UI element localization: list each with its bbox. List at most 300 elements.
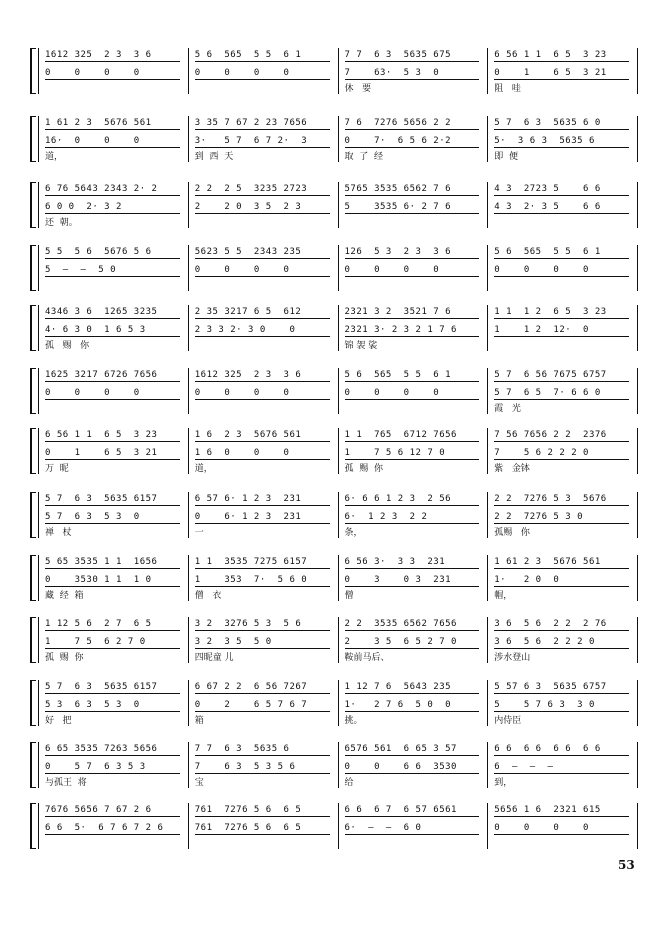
- lower-part-notation: 2 3 3 2· 3 0 0: [194, 325, 296, 335]
- measure: [189, 182, 339, 228]
- measure: [38, 803, 189, 849]
- lower-part-notation: 0 3 0 3 231: [344, 575, 452, 585]
- lower-part-notation: 1 7 5 6 2 7 0: [45, 637, 146, 647]
- system-bracket: [30, 182, 36, 228]
- lower-part-notation: 0 0 0 0: [45, 388, 140, 398]
- measure: [488, 48, 638, 94]
- measure: [38, 617, 189, 663]
- lyric-text: 给: [344, 778, 354, 788]
- upper-part-notation: 7 6 7276 5656 2 2: [344, 118, 452, 128]
- lower-part-notation: 7 5 6 2 2 2 0: [494, 448, 589, 458]
- lower-beam: [195, 773, 330, 774]
- lower-beam: [494, 336, 629, 337]
- upper-beam: [494, 258, 629, 259]
- system-bracket: [30, 245, 36, 291]
- upper-beam: [345, 505, 480, 506]
- score-system: [30, 617, 638, 663]
- upper-beam: [45, 568, 180, 569]
- lower-beam: [195, 276, 330, 277]
- measure: [189, 116, 339, 162]
- lower-part-notation: 0 0 0 0: [194, 265, 290, 275]
- upper-beam: [494, 568, 629, 569]
- lower-beam: [195, 79, 330, 80]
- score-system: [30, 428, 638, 474]
- measure: [189, 803, 339, 849]
- upper-beam: [345, 195, 480, 196]
- system-bracket: [30, 555, 36, 601]
- measure: [38, 555, 189, 601]
- lower-beam: [494, 523, 629, 524]
- score-system: [30, 492, 638, 538]
- upper-part-notation: 5 6 565 5 5 6 1: [194, 50, 302, 60]
- measure: [38, 48, 189, 94]
- lower-beam: [195, 834, 330, 835]
- measure: [488, 368, 638, 414]
- measure-row: [38, 803, 638, 849]
- measure: [488, 116, 638, 162]
- lower-part-notation: 0 7· 6 5 6 2·2: [344, 136, 452, 146]
- system-bracket: [30, 116, 36, 162]
- measure: [339, 742, 489, 788]
- lower-beam: [345, 523, 480, 524]
- upper-beam: [494, 61, 629, 62]
- lower-part-notation: 5 7 6 5 7· 6 6 0: [494, 388, 601, 398]
- measure: [38, 116, 189, 162]
- lower-part-notation: 5 3 6 3 5 3 0: [45, 700, 140, 710]
- system-bracket: [30, 680, 36, 726]
- measure: [38, 245, 189, 291]
- measure-row: [38, 742, 638, 788]
- upper-part-notation: 7676 5656 7 67 2 6: [45, 805, 152, 815]
- lower-beam: [45, 586, 180, 587]
- upper-part-notation: 5 7 6 3 5635 6 0: [494, 118, 601, 128]
- lyric-text: 条，: [344, 528, 363, 538]
- measure: [189, 48, 339, 94]
- lyric-text: 道，: [45, 152, 64, 162]
- lower-part-notation: 1 6 0 0 0: [194, 448, 290, 458]
- lower-beam: [45, 773, 180, 774]
- upper-beam: [345, 61, 480, 62]
- lyric-text: 锦 袈 裟: [344, 341, 378, 351]
- measure: [38, 368, 189, 414]
- upper-part-notation: 2 2 7276 5 3 5676: [494, 494, 607, 504]
- upper-part-notation: 5 6 565 5 5 6 1: [344, 370, 452, 380]
- lyric-text: 休 要: [344, 84, 372, 94]
- lower-beam: [45, 459, 180, 460]
- lower-beam: [494, 834, 629, 835]
- upper-beam: [45, 441, 180, 442]
- measure-row: [38, 116, 638, 162]
- upper-beam: [195, 381, 330, 382]
- lower-part-notation: 0 1 6 5 3 21: [494, 68, 607, 78]
- measure: [488, 182, 638, 228]
- measure: [339, 803, 489, 849]
- measure: [339, 368, 489, 414]
- lyric-text: 孤 赐 你: [45, 653, 84, 663]
- lower-part-notation: 6· 1 2 3 2 2: [344, 512, 428, 522]
- lyric-text: 紫 金钵: [494, 464, 530, 474]
- lower-part-notation: 5 3535 6· 2 7 6: [344, 202, 452, 212]
- lyric-text: 孤赐 你: [494, 528, 530, 538]
- measure: [189, 305, 339, 351]
- lower-part-notation: 1 7 5 6 12 7 0: [344, 448, 446, 458]
- lower-beam: [494, 711, 629, 712]
- lower-part-notation: 0 0 0 0: [194, 388, 290, 398]
- lyric-text: 鞍前马后、: [344, 653, 390, 663]
- lower-beam: [345, 586, 480, 587]
- measure: [189, 680, 339, 726]
- lower-part-notation: 2321 3· 2 3 2 1 7 6: [344, 325, 457, 335]
- lower-beam: [195, 711, 330, 712]
- upper-part-notation: 3 35 7 67 2 23 7656: [194, 118, 308, 128]
- lyric-text: 到，: [494, 778, 513, 788]
- upper-beam: [195, 61, 330, 62]
- system-bracket: [30, 617, 36, 663]
- lower-beam: [195, 147, 330, 148]
- upper-part-notation: 5 65 3535 1 1 1656: [45, 557, 158, 567]
- lower-part-notation: 6 0 0 2· 3 2: [45, 202, 122, 212]
- lower-beam: [45, 399, 180, 400]
- lower-beam: [345, 79, 480, 80]
- upper-beam: [345, 630, 480, 631]
- lower-part-notation: 2 3 5 6 5 2 7 0: [344, 637, 457, 647]
- lower-part-notation: 3 2 3 5 5 0: [194, 637, 272, 647]
- lyric-text: 孤 赐 你: [45, 341, 90, 351]
- lower-beam: [45, 648, 180, 649]
- lyric-text: 取 了 经: [344, 152, 383, 162]
- measure: [488, 680, 638, 726]
- upper-beam: [494, 693, 629, 694]
- score-system: [30, 680, 638, 726]
- upper-part-notation: 6 57 6· 1 2 3 231: [194, 494, 302, 504]
- measure: [38, 680, 189, 726]
- upper-beam: [345, 755, 480, 756]
- upper-beam: [494, 816, 629, 817]
- upper-beam: [494, 381, 629, 382]
- upper-beam: [45, 630, 180, 631]
- upper-beam: [494, 755, 629, 756]
- upper-beam: [195, 318, 330, 319]
- upper-beam: [195, 129, 330, 130]
- upper-beam: [45, 381, 180, 382]
- upper-part-notation: 2 2 2 5 3235 2723: [194, 184, 308, 194]
- upper-part-notation: 5 7 6 3 5635 6157: [45, 494, 158, 504]
- system-bracket: [30, 368, 36, 414]
- lower-beam: [45, 147, 180, 148]
- system-bracket: [30, 492, 36, 538]
- measure: [339, 428, 489, 474]
- upper-beam: [494, 441, 629, 442]
- lower-part-notation: 16· 0 0 0: [45, 136, 140, 146]
- upper-part-notation: 6 65 3535 7263 5656: [45, 744, 158, 754]
- upper-beam: [195, 630, 330, 631]
- lower-part-notation: 6· — — 6 0: [344, 823, 422, 833]
- lower-part-notation: 1· 2 7 6 5 0 0: [344, 700, 452, 710]
- upper-beam: [345, 816, 480, 817]
- upper-beam: [45, 816, 180, 817]
- upper-part-notation: 1 61 2 3 5676 561: [494, 557, 601, 567]
- lower-part-notation: 4 3 2· 3 5 6 6: [494, 202, 601, 212]
- upper-part-notation: 5765 3535 6562 7 6: [344, 184, 452, 194]
- upper-part-notation: 1 6 2 3 5676 561: [194, 430, 302, 440]
- upper-beam: [195, 258, 330, 259]
- lower-part-notation: 0 6· 1 2 3 231: [194, 512, 302, 522]
- lyric-text: 僧: [344, 591, 354, 601]
- upper-part-notation: 5656 1 6 2321 615: [494, 805, 601, 815]
- lyric-text: 僧 衣: [194, 591, 222, 601]
- score-system: [30, 305, 638, 351]
- upper-part-notation: 7 7 6 3 5635 675: [344, 50, 452, 60]
- lower-part-notation: 6 — — —: [494, 762, 554, 772]
- measure: [488, 803, 638, 849]
- score-system: [30, 555, 638, 601]
- lyric-text: 阻 哇: [494, 84, 521, 94]
- lower-beam: [494, 276, 629, 277]
- lower-part-notation: 0 2 6 5 7 6 7: [194, 700, 308, 710]
- upper-part-notation: 4346 3 6 1265 3235: [45, 307, 158, 317]
- measure: [339, 492, 489, 538]
- upper-part-notation: 2 35 3217 6 5 612: [194, 307, 302, 317]
- upper-part-notation: 1 1 765 6712 7656: [344, 430, 457, 440]
- lower-beam: [345, 276, 480, 277]
- lower-beam: [45, 276, 180, 277]
- upper-part-notation: 1 1 1 2 6 5 3 23: [494, 307, 607, 317]
- upper-part-notation: 5 7 6 56 7675 6757: [494, 370, 607, 380]
- measure-row: [38, 680, 638, 726]
- upper-part-notation: 2 2 3535 6562 7656: [344, 619, 457, 629]
- upper-part-notation: 2321 3 2 3521 7 6: [344, 307, 452, 317]
- measure: [339, 116, 489, 162]
- lower-beam: [345, 213, 480, 214]
- measure: [189, 555, 339, 601]
- upper-beam: [45, 318, 180, 319]
- upper-part-notation: 6 56 3· 3 3 231: [344, 557, 446, 567]
- upper-beam: [195, 693, 330, 694]
- upper-part-notation: 6 6 6 7 6 57 6561: [344, 805, 457, 815]
- upper-beam: [494, 505, 629, 506]
- upper-beam: [45, 195, 180, 196]
- lower-beam: [345, 399, 480, 400]
- lower-beam: [494, 399, 629, 400]
- lyric-text: 挑。: [344, 716, 363, 726]
- score-system: [30, 116, 638, 162]
- system-bracket: [30, 48, 36, 94]
- lower-beam: [195, 648, 330, 649]
- measure: [38, 428, 189, 474]
- upper-beam: [195, 441, 330, 442]
- measure-row: [38, 428, 638, 474]
- measure-row: [38, 368, 638, 414]
- lower-beam: [494, 648, 629, 649]
- lower-beam: [345, 834, 480, 835]
- measure: [339, 617, 489, 663]
- lower-part-notation: 5 7 6 3 5 3 0: [45, 512, 140, 522]
- lower-part-notation: 0 0 0 0: [194, 68, 290, 78]
- upper-part-notation: 1 61 2 3 5676 561: [45, 118, 152, 128]
- upper-part-notation: 1 12 7 6 5643 235: [344, 682, 452, 692]
- lyric-text: 到 西 天: [194, 152, 234, 162]
- measure: [488, 742, 638, 788]
- lower-part-notation: 5· 3 6 3 5635 6: [494, 136, 595, 146]
- measure-row: [38, 48, 638, 94]
- lower-part-notation: 0 0 0 0: [45, 68, 140, 78]
- lower-part-notation: 5 — — 5 0: [45, 265, 117, 275]
- upper-part-notation: 126 5 3 2 3 3 6: [344, 247, 452, 257]
- lower-beam: [494, 147, 629, 148]
- upper-beam: [45, 505, 180, 506]
- upper-part-notation: 761 7276 5 6 6 5: [194, 805, 302, 815]
- lower-part-notation: 0 3530 1 1 1 0: [45, 575, 152, 585]
- measure-row: [38, 555, 638, 601]
- score-system: [30, 368, 638, 414]
- lower-part-notation: 2 2 7276 5 3 0: [494, 512, 584, 522]
- upper-beam: [345, 441, 480, 442]
- upper-part-notation: 6 6 6 6 6 6 6 6: [494, 744, 601, 754]
- measure-row: [38, 245, 638, 291]
- upper-beam: [45, 258, 180, 259]
- score-system: [30, 803, 638, 849]
- upper-beam: [195, 816, 330, 817]
- system-bracket: [30, 428, 36, 474]
- upper-part-notation: 5623 5 5 2343 235: [194, 247, 302, 257]
- upper-beam: [45, 693, 180, 694]
- lower-beam: [45, 79, 180, 80]
- lower-part-notation: 0 1 6 5 3 21: [45, 448, 158, 458]
- upper-beam: [345, 318, 480, 319]
- lyric-text: 内侍臣: [494, 716, 522, 726]
- upper-part-notation: 5 6 565 5 5 6 1: [494, 247, 601, 257]
- measure: [488, 617, 638, 663]
- upper-part-notation: 3 6 5 6 2 2 2 76: [494, 619, 607, 629]
- upper-part-notation: 1 12 5 6 2 7 6 5: [45, 619, 152, 629]
- lyric-text: 禅 杖: [45, 528, 72, 538]
- upper-part-notation: 7 56 7656 2 2 2376: [494, 430, 607, 440]
- lyric-text: 藏 经 箱: [45, 591, 84, 601]
- upper-beam: [494, 318, 629, 319]
- upper-beam: [195, 195, 330, 196]
- upper-beam: [345, 381, 480, 382]
- measure: [189, 492, 339, 538]
- lower-beam: [195, 586, 330, 587]
- upper-beam: [345, 258, 480, 259]
- lower-beam: [345, 711, 480, 712]
- lyric-text: 涉水登山: [494, 653, 531, 663]
- measure-row: [38, 305, 638, 351]
- lower-beam: [195, 523, 330, 524]
- score-system: [30, 182, 638, 228]
- lyric-text: 宝: [194, 778, 204, 788]
- upper-part-notation: 1612 325 2 3 3 6: [194, 370, 302, 380]
- upper-beam: [345, 129, 480, 130]
- lower-part-notation: 6 6 5· 6 7 6 7 2 6: [45, 823, 164, 833]
- system-bracket: [30, 803, 36, 849]
- upper-part-notation: 6576 561 6 65 3 57: [344, 744, 457, 754]
- lower-part-notation: 1 1 2 12· 0: [494, 325, 589, 335]
- score-system: [30, 48, 638, 94]
- lower-part-notation: 1 353 7· 5 6 0: [194, 575, 308, 585]
- lyric-text: 即 便: [494, 152, 518, 162]
- system-bracket: [30, 742, 36, 788]
- measure: [488, 555, 638, 601]
- lower-part-notation: 0 0 0 0: [494, 823, 589, 833]
- upper-beam: [345, 568, 480, 569]
- lower-part-notation: 7 63· 5 3 0: [344, 68, 440, 78]
- measure: [189, 428, 339, 474]
- lower-part-notation: 3 6 5 6 2 2 2 0: [494, 637, 595, 647]
- lyric-text: 好 把: [45, 716, 72, 726]
- upper-part-notation: 1 1 3535 7275 6157: [194, 557, 308, 567]
- upper-part-notation: 6 56 1 1 6 5 3 23: [494, 50, 607, 60]
- lower-part-notation: 761 7276 5 6 6 5: [194, 823, 302, 833]
- upper-part-notation: 6 76 5643 2343 2· 2: [45, 184, 158, 194]
- measure: [189, 742, 339, 788]
- lower-beam: [45, 834, 180, 835]
- upper-beam: [45, 129, 180, 130]
- measure-row: [38, 492, 638, 538]
- page-number: 53: [618, 858, 635, 872]
- upper-beam: [195, 505, 330, 506]
- lyric-text: 帽，: [494, 591, 513, 601]
- lower-part-notation: 0 0 6 6 3530: [344, 762, 457, 772]
- upper-part-notation: 6 56 1 1 6 5 3 23: [45, 430, 158, 440]
- lower-beam: [494, 586, 629, 587]
- lyric-text: 霞 光: [494, 404, 521, 414]
- lower-beam: [195, 336, 330, 337]
- upper-beam: [345, 693, 480, 694]
- lower-beam: [45, 336, 180, 337]
- lower-beam: [45, 213, 180, 214]
- lower-part-notation: 7 6 3 5 3 5 6: [194, 762, 296, 772]
- measure: [339, 48, 489, 94]
- upper-part-notation: 1612 325 2 3 3 6: [45, 50, 152, 60]
- measure: [38, 182, 189, 228]
- measure: [189, 245, 339, 291]
- lower-beam: [45, 523, 180, 524]
- lower-beam: [494, 213, 629, 214]
- upper-beam: [494, 129, 629, 130]
- measure: [38, 492, 189, 538]
- measure: [339, 555, 489, 601]
- lower-beam: [345, 147, 480, 148]
- lower-beam: [195, 213, 330, 214]
- lower-beam: [345, 648, 480, 649]
- measure: [38, 742, 189, 788]
- lower-beam: [345, 773, 480, 774]
- lower-beam: [494, 79, 629, 80]
- lower-beam: [45, 711, 180, 712]
- lower-part-notation: 0 0 0 0: [344, 265, 440, 275]
- upper-part-notation: 1625 3217 6726 7656: [45, 370, 158, 380]
- lower-part-notation: 1· 2 0 0: [494, 575, 560, 585]
- measure: [339, 680, 489, 726]
- score-system: [30, 742, 638, 788]
- measure-row: [38, 182, 638, 228]
- measure: [339, 305, 489, 351]
- measure: [488, 428, 638, 474]
- lyric-text: 箱: [194, 716, 204, 726]
- measure: [189, 368, 339, 414]
- measure: [339, 182, 489, 228]
- lyric-text: 孤 赐 你: [344, 464, 383, 474]
- measure: [38, 305, 189, 351]
- upper-part-notation: 4 3 2723 5 6 6: [494, 184, 601, 194]
- system-bracket: [30, 305, 36, 351]
- lower-part-notation: 4· 6 3 0 1 6 5 3: [45, 325, 146, 335]
- lyric-text: 四昵童 儿: [194, 653, 234, 663]
- upper-beam: [195, 755, 330, 756]
- upper-part-notation: 5 7 6 3 5635 6157: [45, 682, 158, 692]
- measure: [488, 305, 638, 351]
